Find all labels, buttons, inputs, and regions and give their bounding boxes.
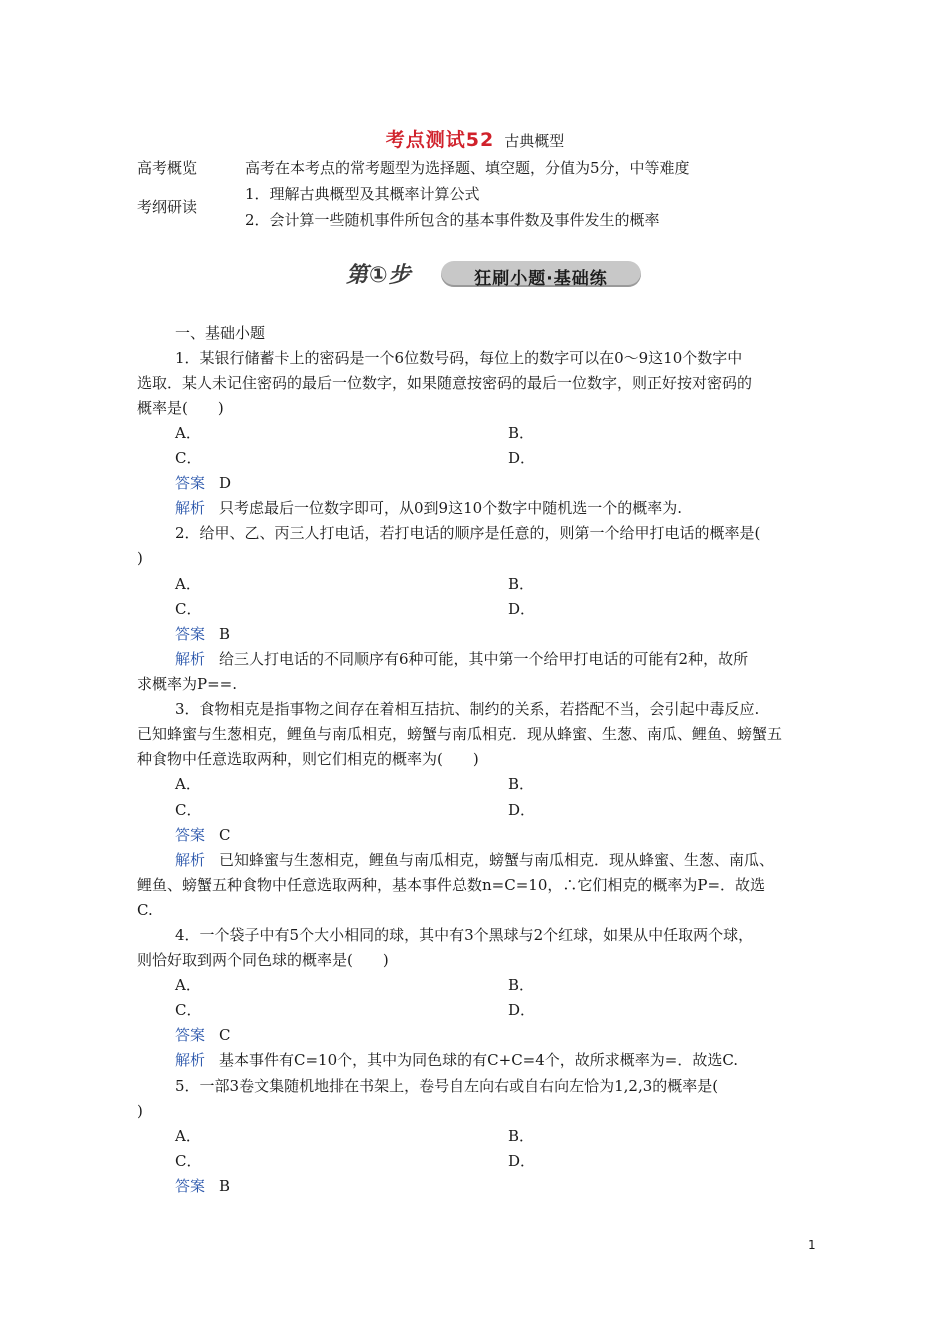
analysis-line xyxy=(175,649,748,669)
option-a: A． xyxy=(175,1127,201,1145)
question-stem-line: ) xyxy=(137,1102,143,1120)
analysis-line xyxy=(175,1050,738,1070)
option-b: B． xyxy=(508,424,535,442)
answer-tag: 答案 xyxy=(175,625,206,643)
page-number: 1 xyxy=(808,1238,816,1252)
analysis-text: 已知蜂蜜与生葱相克，鲤鱼与南瓜相克，螃蟹与南瓜相克．现从蜂蜜、生葱、南瓜、 xyxy=(219,851,775,869)
test-title: 考点测试52 xyxy=(385,129,495,151)
option-b: B． xyxy=(508,575,535,593)
option-c: C． xyxy=(175,1152,202,1170)
analysis-text: 基本事件有C=10个，其中为同色球的有C+C=4个，故所求概率为=．故选C. xyxy=(219,1051,739,1069)
question-stem-line: 则恰好取到两个同色球的概率是( ) xyxy=(137,951,389,969)
syllabus-item: 1．理解古典概型及其概率计算公式 xyxy=(245,185,480,203)
question-stem-line: 4．一个袋子中有5个大小相同的球，其中有3个黑球与2个红球，如果从中任取两个球， xyxy=(175,926,754,944)
option-a: A． xyxy=(175,976,201,994)
analysis-tag: 解析 xyxy=(175,851,206,869)
analysis-text: 鲤鱼、螃蟹五种食物中任意选取两种，基本事件总数n=C=10，∴它们相克的概率为P=．故选 xyxy=(137,876,766,894)
answer-line xyxy=(175,1176,230,1196)
question-stem-line: 概率是( ) xyxy=(137,399,224,417)
test-subtitle: 古典概型 xyxy=(504,132,565,150)
answer-value: C xyxy=(219,826,231,844)
analysis-text: 给三人打电话的不同顺序有6种可能，其中第一个给甲打电话的可能有2种，故所 xyxy=(219,650,749,668)
answer-tag: 答案 xyxy=(175,474,206,492)
analysis-text: 求概率为P==. xyxy=(137,675,237,693)
analysis-tag: 解析 xyxy=(175,499,206,517)
page-title xyxy=(0,125,950,152)
answer-tag: 答案 xyxy=(175,826,206,844)
answer-value: B xyxy=(219,625,231,643)
option-c: C． xyxy=(175,600,202,618)
answer-tag: 答案 xyxy=(175,1026,206,1044)
option-a: A． xyxy=(175,775,201,793)
step-label-pill xyxy=(441,261,641,287)
option-b: B． xyxy=(508,976,535,994)
answer-line xyxy=(175,1025,231,1045)
option-c: C． xyxy=(175,801,202,819)
question-stem-line: 1．某银行储蓄卡上的密码是一个6位数号码，每位上的数字可以在0～9这10个数字中 xyxy=(175,349,743,367)
option-d: D． xyxy=(508,801,536,819)
option-d: D． xyxy=(508,1001,536,1019)
question-stem-line: 选取．某人未记住密码的最后一位数字，如果随意按密码的最后一位数字，则正好按对密码的 xyxy=(137,374,753,392)
question-stem-line: ) xyxy=(137,549,143,567)
option-a: A． xyxy=(175,424,201,442)
answer-value: B xyxy=(219,1177,231,1195)
answer-line xyxy=(175,624,230,644)
syllabus-label: 考纲研读 xyxy=(137,198,198,216)
question-stem-line: 2．给甲、乙、丙三人打电话，若打电话的顺序是任意的，则第一个给甲打电话的概率是( xyxy=(175,524,761,542)
section-title: 一、基础小题 xyxy=(175,324,266,342)
answer-value: C xyxy=(219,1026,231,1044)
step-banner xyxy=(346,258,646,290)
overview-text: 高考在本考点的常考题型为选择题、填空题，分值为5分，中等难度 xyxy=(245,159,690,177)
analysis-tag: 解析 xyxy=(175,1051,206,1069)
analysis-tag: 解析 xyxy=(175,650,206,668)
question-stem-line: 种食物中任意选取两种，则它们相克的概率为( ) xyxy=(137,750,479,768)
overview-label: 高考概览 xyxy=(137,159,198,177)
option-d: D． xyxy=(508,449,536,467)
step-number: 第①步 xyxy=(346,263,412,288)
answer-line xyxy=(175,825,231,845)
analysis-line xyxy=(175,498,682,518)
step-label: 狂刷小题·基础练 xyxy=(474,269,608,289)
answer-line xyxy=(175,473,231,493)
option-a: A． xyxy=(175,575,201,593)
analysis-text: 只考虑最后一位数字即可，从0到9这10个数字中随机选一个的概率为. xyxy=(219,499,682,517)
syllabus-item: 2．会计算一些随机事件所包含的基本事件数及事件发生的概率 xyxy=(245,211,660,229)
option-d: D． xyxy=(508,1152,536,1170)
option-b: B． xyxy=(508,1127,535,1145)
option-d: D． xyxy=(508,600,536,618)
analysis-text: C. xyxy=(137,901,153,919)
question-stem-line: 已知蜂蜜与生葱相克，鲤鱼与南瓜相克，螃蟹与南瓜相克．现从蜂蜜、生葱、南瓜、鲤鱼、螃蟹五 xyxy=(137,725,783,743)
option-c: C． xyxy=(175,449,202,467)
answer-tag: 答案 xyxy=(175,1177,206,1195)
option-c: C． xyxy=(175,1001,202,1019)
analysis-line xyxy=(175,850,774,870)
answer-value: D xyxy=(219,474,232,492)
question-stem-line: 5．一部3卷文集随机地排在书架上，卷号自左向右或自右向左恰为1,2,3的概率是( xyxy=(175,1077,719,1095)
option-b: B． xyxy=(508,775,535,793)
question-stem-line: 3．食物相克是指事物之间存在着相互拮抗、制约的关系，若搭配不当，会引起中毒反应. xyxy=(175,700,760,718)
